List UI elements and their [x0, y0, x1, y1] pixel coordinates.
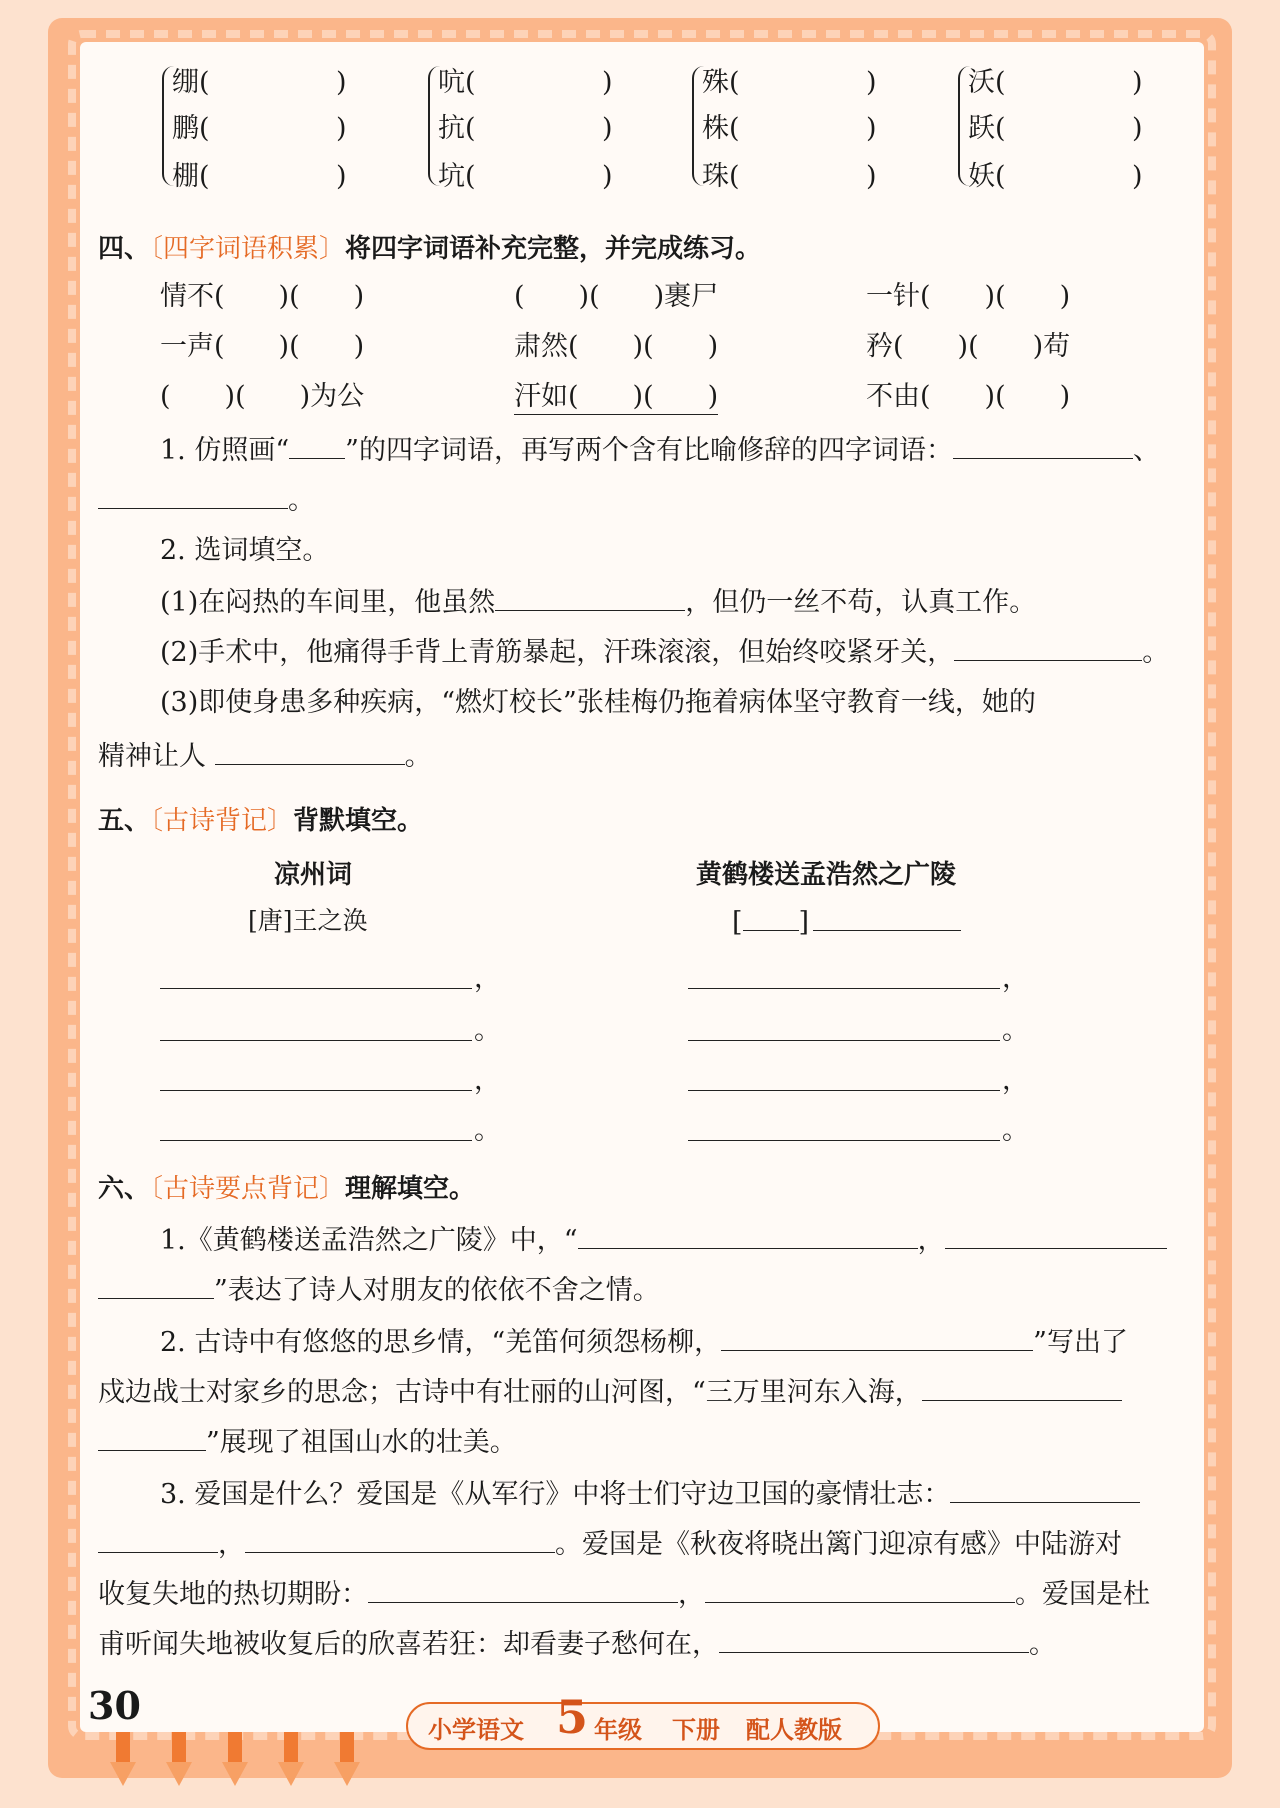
section-number: 四、 [98, 234, 151, 264]
section-5-heading [98, 800, 423, 837]
question-6-3-line3 [98, 1576, 1150, 1612]
question-4-2-3-cont [98, 738, 432, 774]
close-paren: ) [1132, 67, 1143, 98]
question-text: 。爱国是杜 [1015, 1579, 1150, 1610]
idiom-item: 不由( )( ) [866, 381, 1071, 412]
close-paren: ) [602, 161, 613, 192]
idiom-item: 肃然( )( ) [514, 331, 719, 362]
answer-blank[interactable] [245, 1526, 555, 1553]
close-paren: ) [866, 67, 877, 98]
punct: ， [1002, 963, 1029, 994]
poem-2-line-blank[interactable] [688, 1090, 1000, 1091]
question-text: 收复失地的热切期盼： [98, 1579, 368, 1610]
char-item: 坑( [438, 161, 476, 192]
question-4-2-3: (3)即使身患多种疾病，“燃灯校长”张桂梅仍拖着病体坚守教育一线，她的 [160, 687, 1036, 718]
poem-2-title: 黄鹤楼送孟浩然之广陵 [696, 860, 957, 890]
question-4-1-cont [98, 482, 315, 518]
char-item: 珠( [702, 161, 740, 192]
idiom-item: ( )( )裹尸 [514, 281, 719, 312]
section-tag: 〔古诗要点背记〕 [150, 1174, 346, 1204]
question-text: 、 [1132, 435, 1160, 466]
poem-2-author-line [732, 904, 961, 940]
answer-blank[interactable] [289, 432, 345, 459]
section-tag: 〔四字词语积累〕 [150, 234, 346, 264]
question-6-3-line2 [98, 1526, 1122, 1562]
punct: ， [1002, 1065, 1029, 1096]
idiom-item: ( )( )为公 [160, 381, 365, 412]
punct: 。 [1002, 1115, 1029, 1146]
question-4-2: 2. 选词填空。 [160, 535, 330, 566]
answer-blank[interactable] [719, 1626, 1029, 1653]
section-6-heading [98, 1168, 475, 1205]
question-text: 。爱国是《秋夜将晓出篱门迎凉有感》中陆游对 [555, 1529, 1122, 1560]
question-text: 戍边战士对家乡的思念；古诗中有壮丽的山河图，“三万里河东入海， [98, 1377, 922, 1408]
question-text: 精神让人 [98, 741, 206, 772]
question-text: 3. 爱国是什么？爱国是《从军行》中将士们守边卫国的豪情壮志： [160, 1479, 951, 1510]
answer-blank[interactable] [950, 1476, 1140, 1503]
question-text: 2. 古诗中有悠悠的思乡情，“羌笛何须怨杨柳， [160, 1327, 722, 1358]
idiom-item: 矜( )( )苟 [866, 331, 1071, 362]
section-tag: 〔古诗背记〕 [150, 806, 294, 836]
footer-edition: 配人教版 [746, 1716, 842, 1744]
question-text: 。 [1142, 637, 1170, 668]
answer-blank[interactable] [945, 1222, 1167, 1249]
question-text: ”展现了祖国山水的壮美。 [206, 1427, 517, 1458]
close-paren: ) [602, 113, 613, 144]
section-title: 将四字词语补充完整，并完成练习。 [345, 234, 762, 264]
poem-2-line-blank[interactable] [688, 1140, 1000, 1141]
answer-blank[interactable] [98, 1424, 206, 1451]
poem-2-line-blank[interactable] [688, 988, 1000, 989]
question-text: (2)手术中，他痛得手背上青筋暴起，汗珠滚滚，但始终咬紧牙关， [160, 637, 955, 668]
close-paren: ) [336, 67, 347, 98]
answer-blank[interactable] [721, 1324, 1033, 1351]
poem-1-line-blank[interactable] [160, 1140, 472, 1141]
decorative-icon [222, 1732, 248, 1786]
question-text: ， [917, 1225, 945, 1256]
poem-1-author: [唐]王之涣 [248, 906, 368, 935]
question-6-1-cont [98, 1272, 660, 1308]
question-text: 甫听闻失地被收复后的欣喜若狂：却看妻子愁何在， [98, 1629, 719, 1660]
question-text: 。 [288, 485, 315, 516]
idiom-item-underlined: 汗如( )( ) [514, 380, 718, 415]
question-text: (1)在闷热的车间里，他虽然 [160, 587, 496, 618]
close-paren: ) [866, 161, 877, 192]
decorative-icon [166, 1732, 192, 1786]
question-text: 。 [1029, 1629, 1056, 1660]
answer-blank[interactable] [215, 738, 405, 765]
question-text: ， [218, 1529, 245, 1560]
answer-blank[interactable] [578, 1222, 918, 1249]
answer-blank[interactable] [368, 1576, 678, 1603]
question-text: ”表达了诗人对朋友的依依不舍之情。 [214, 1275, 660, 1306]
char-item: 抗( [438, 113, 476, 144]
answer-blank[interactable] [98, 1272, 214, 1299]
footer-grade-number: 5 [556, 1690, 589, 1744]
bracket: ] [798, 907, 810, 938]
question-6-2 [160, 1324, 1128, 1360]
question-6-3 [160, 1476, 1140, 1512]
close-paren: ) [866, 113, 877, 144]
char-item: 绷( [172, 67, 210, 98]
answer-blank[interactable] [953, 432, 1133, 459]
close-paren: ) [1132, 161, 1143, 192]
poem-1-title: 凉州词 [274, 860, 353, 890]
poem-1-line-blank[interactable] [160, 1090, 472, 1091]
close-paren: ) [336, 113, 347, 144]
question-4-2-1 [160, 584, 1036, 620]
close-paren: ) [1132, 113, 1143, 144]
punct: 。 [1002, 1015, 1029, 1046]
char-item: 株( [702, 113, 740, 144]
punct: 。 [474, 1115, 501, 1146]
bracket: [ [732, 907, 743, 938]
author-blank[interactable] [813, 904, 961, 931]
question-6-3-line4 [98, 1626, 1056, 1662]
section-number: 五、 [98, 806, 151, 836]
answer-blank[interactable] [98, 1526, 218, 1553]
footer-volume: 下册 [672, 1716, 720, 1744]
answer-blank[interactable] [954, 634, 1142, 661]
question-6-2-line3 [98, 1424, 517, 1460]
answer-blank[interactable] [98, 482, 288, 509]
question-6-1 [160, 1222, 1167, 1258]
char-item: 吭( [438, 67, 476, 98]
idiom-item: 一声( )( ) [160, 331, 365, 362]
idiom-item: 情不( )( ) [160, 281, 365, 312]
poem-2-line-blank[interactable] [688, 1040, 1000, 1041]
section-title: 理解填空。 [345, 1174, 476, 1204]
answer-blank[interactable] [705, 1576, 1015, 1603]
section-title: 背默填空。 [293, 806, 424, 836]
page-number: 30 [88, 1683, 141, 1728]
char-item: 鹏( [172, 113, 210, 144]
idiom-item: 一针( )( ) [866, 281, 1071, 312]
footer-grade: 年级 [594, 1716, 642, 1744]
decorative-icon [278, 1732, 304, 1786]
punct: ， [474, 963, 501, 994]
char-item: 殊( [702, 67, 740, 98]
decorative-icon [334, 1732, 360, 1786]
question-text: 1.《黄鹤楼送孟浩然之广陵》中，“ [160, 1225, 578, 1256]
close-paren: ) [602, 67, 613, 98]
punct: ， [474, 1065, 501, 1096]
char-item: 沃( [968, 67, 1006, 98]
decorative-icon [110, 1732, 136, 1786]
section-number: 六、 [98, 1174, 151, 1204]
question-text: ， [678, 1579, 705, 1610]
question-text: ，但仍一丝不苟，认真工作。 [685, 587, 1037, 618]
close-paren: ) [336, 161, 347, 192]
footer-subject: 小学语文 [428, 1716, 524, 1744]
punct: 。 [474, 1015, 501, 1046]
question-text: ”的四字词语，再写两个含有比喻修辞的四字词语： [345, 435, 953, 466]
question-text: ”写出了 [1033, 1327, 1128, 1358]
char-item: 棚( [172, 161, 210, 192]
question-text: 1. 仿照画“ [160, 435, 290, 466]
answer-blank[interactable] [495, 584, 685, 611]
question-4-1 [160, 432, 1160, 468]
dynasty-blank[interactable] [743, 904, 799, 931]
section-4-heading [98, 228, 761, 265]
question-text: 。 [404, 741, 432, 772]
answer-blank[interactable] [922, 1374, 1122, 1401]
poem-1-line-blank[interactable] [160, 988, 472, 989]
char-item: 跃( [968, 113, 1006, 144]
char-item: 妖( [968, 161, 1006, 192]
question-4-2-2 [160, 634, 1169, 670]
poem-1-line-blank[interactable] [160, 1040, 472, 1041]
question-6-2-line2 [98, 1374, 1122, 1410]
